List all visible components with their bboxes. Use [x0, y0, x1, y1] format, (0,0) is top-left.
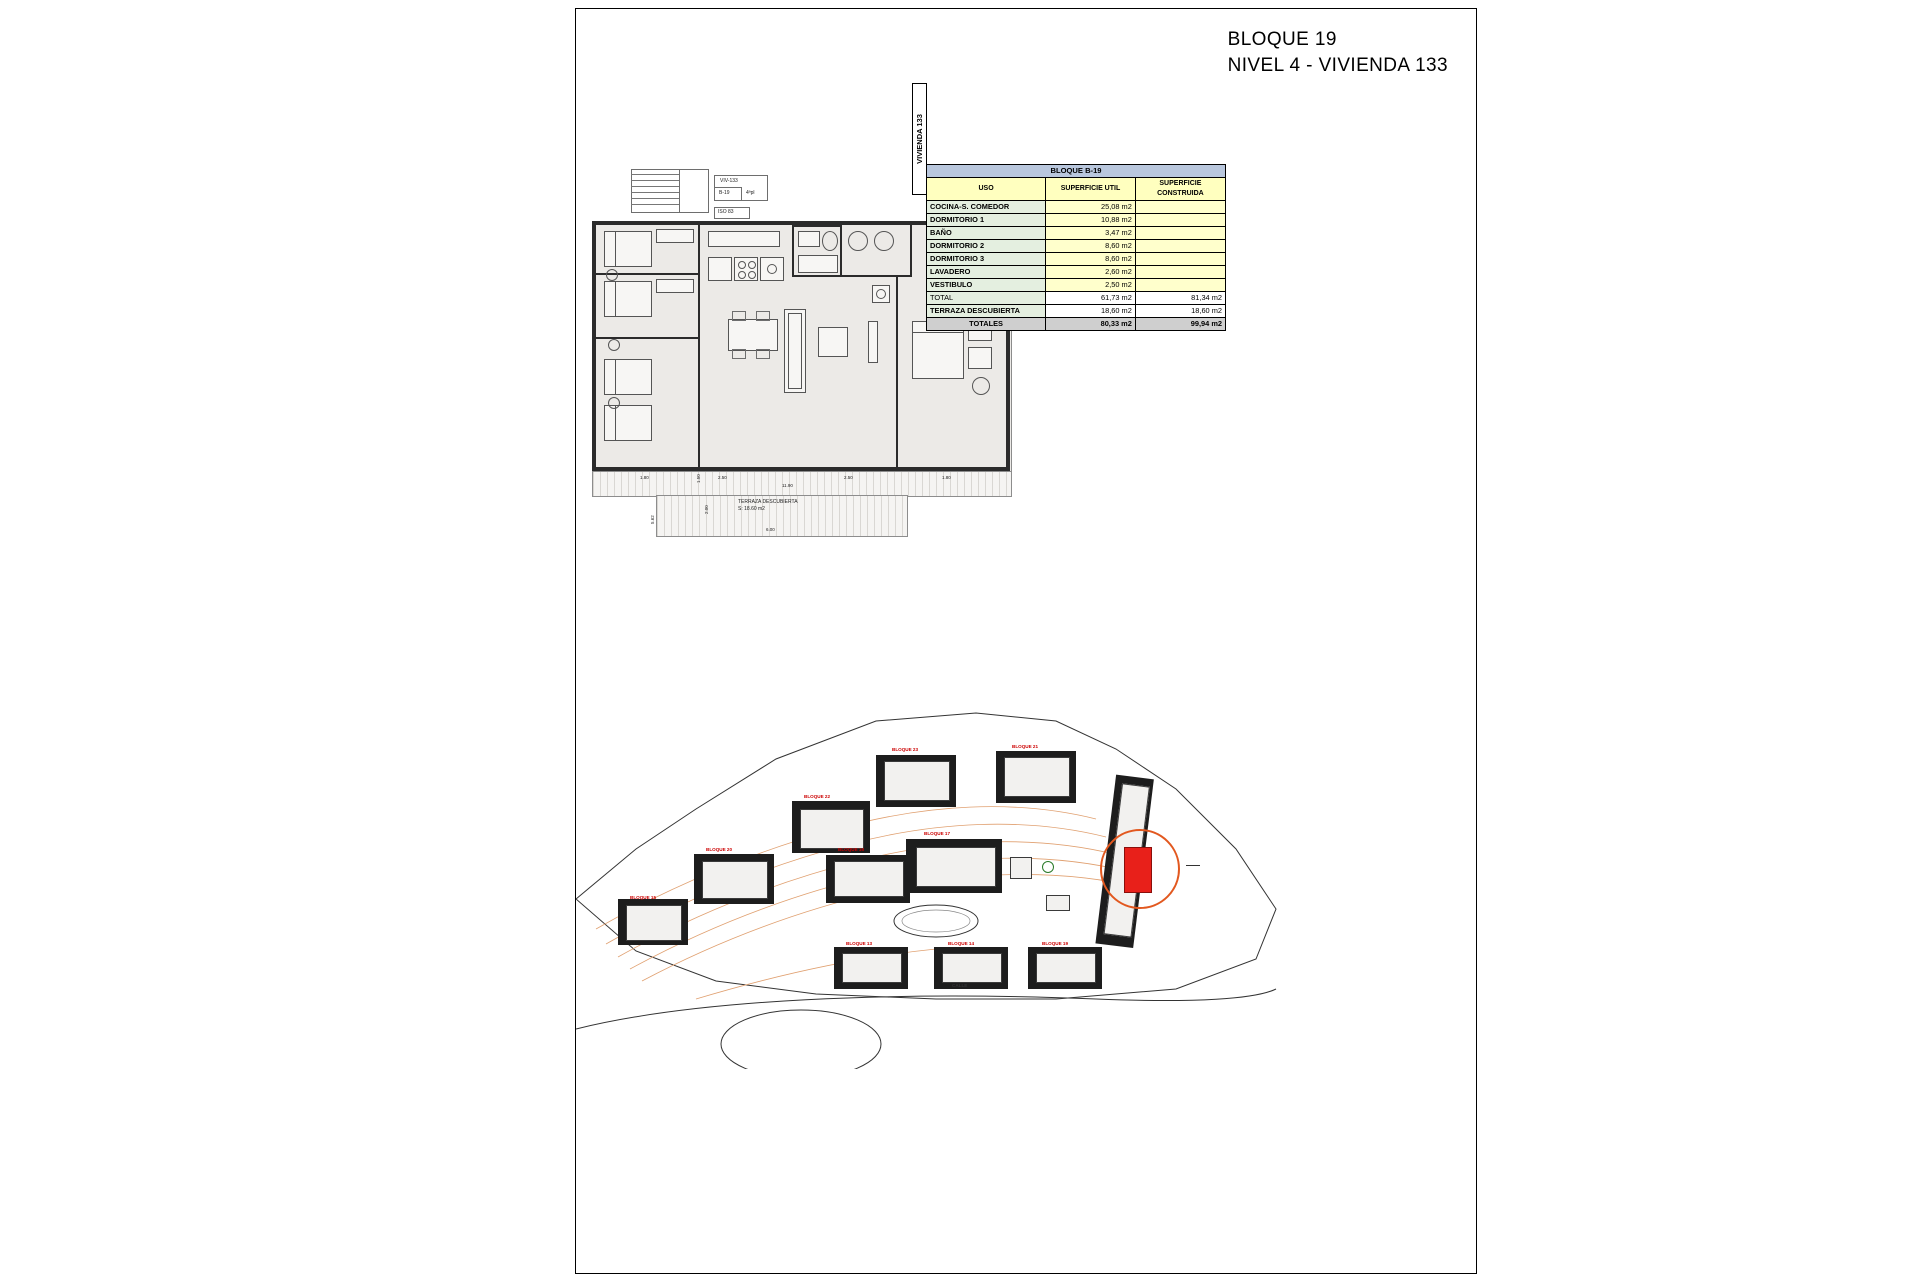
sofa-cushions: [788, 313, 802, 389]
cell-use: DORMITORIO 2: [927, 240, 1046, 253]
cell-use: DORMITORIO 1: [927, 214, 1046, 227]
tv-unit: [868, 321, 878, 363]
site-block-label: BLOQUE 23: [892, 747, 919, 752]
leader-line: [1186, 865, 1200, 866]
dimension-2: 11.90: [782, 483, 793, 488]
drawing-sheet: [575, 8, 1477, 1274]
table-row-terrace: [927, 305, 1226, 318]
building-core: [842, 953, 902, 983]
building-core: [626, 905, 682, 941]
cell-util: 8,60 m2: [1046, 253, 1136, 266]
chair: [732, 349, 746, 359]
building-core: [942, 953, 1002, 983]
partition: [792, 225, 842, 227]
bed-1-headboard: [604, 231, 616, 267]
building-core: [702, 861, 768, 899]
stair-tread: [631, 192, 679, 193]
page-title: [1228, 27, 1448, 79]
toilet-icon: [822, 231, 838, 251]
site-block-label: BLOQUE 21: [1012, 744, 1039, 749]
stamp-block: B-19: [719, 190, 730, 196]
coffee-table: [818, 327, 848, 357]
partition: [896, 335, 898, 471]
wardrobe-1: [656, 229, 694, 243]
partition: [792, 225, 794, 277]
stair-tread: [631, 186, 679, 187]
building-core: [1004, 757, 1070, 797]
cell-util: 25,08 m2: [1046, 201, 1136, 214]
stamp-sub: ISO 83: [718, 209, 734, 215]
sink-bowl-icon: [767, 264, 777, 274]
building-core: [1036, 953, 1096, 983]
cell-use: COCINA-S. COMEDOR: [927, 201, 1046, 214]
chair: [756, 349, 770, 359]
site-plan: [576, 699, 1476, 1069]
street-label: CALLE: [952, 983, 968, 988]
fixture-icon: [876, 289, 886, 299]
cell-util: 2,60 m2: [1046, 266, 1136, 279]
stamp-rooms: 4ªpl: [746, 190, 755, 196]
cell-built: [1135, 227, 1225, 240]
washer-icon: [848, 231, 868, 251]
cell-built: 18,60 m2: [1135, 305, 1225, 318]
cell-use: TERRAZA DESCUBIERTA: [927, 305, 1046, 318]
dimension-1: 2.50: [718, 475, 727, 480]
bed-2-headboard: [604, 281, 616, 317]
table-row-block-header: [927, 165, 1226, 178]
table-row-column-headers: [927, 178, 1226, 201]
landing: [679, 169, 709, 213]
table-row: [927, 201, 1226, 214]
cell-built: [1135, 240, 1225, 253]
ceiling-fixture-icon: [608, 397, 620, 409]
dimension-8: 6.00: [766, 527, 775, 532]
dimension-4: 1.80: [942, 475, 951, 480]
stairwell: [631, 169, 681, 213]
site-block-label: BLOQUE 14: [948, 941, 975, 946]
hob-burner-icon: [748, 261, 756, 269]
cell-use: LAVADERO: [927, 266, 1046, 279]
site-kiosk: [1010, 857, 1032, 879]
cell-use: BAÑO: [927, 227, 1046, 240]
table-row-total: [927, 292, 1226, 305]
partition: [840, 225, 842, 277]
dimension-7: 5.62: [650, 515, 655, 524]
cell-util: 3,47 m2: [1046, 227, 1136, 240]
building-core: [834, 861, 904, 897]
area-schedule-table: [926, 164, 1226, 331]
hob-burner-icon: [748, 271, 756, 279]
dimension-0: 1.80: [640, 475, 649, 480]
site-block-label: BLOQUE 19: [1042, 941, 1069, 946]
col-header-util: SUPERFICIE UTIL: [1046, 178, 1136, 201]
cell-use: DORMITORIO 3: [927, 253, 1046, 266]
table-row: [927, 279, 1226, 292]
bathtub: [798, 255, 838, 273]
cell-built: [1135, 266, 1225, 279]
ceiling-fixture-icon: [608, 339, 620, 351]
cell-built: 81,34 m2: [1135, 292, 1225, 305]
site-block-label: BLOQUE 16: [838, 847, 865, 852]
cell-util: 2,50 m2: [1046, 279, 1136, 292]
table-row-totals: [927, 318, 1226, 331]
cell-built: [1135, 253, 1225, 266]
site-utility: [1046, 895, 1070, 911]
partition: [698, 273, 700, 353]
site-block-label: BLOQUE 13: [846, 941, 873, 946]
partition: [698, 225, 700, 233]
partition: [896, 275, 898, 335]
dryer-icon: [874, 231, 894, 251]
wardrobe-2: [656, 279, 694, 293]
vivienda-side-label: VIVIENDA 133: [912, 83, 927, 195]
hob-burner-icon: [738, 271, 746, 279]
partition: [792, 275, 912, 277]
stair-tread: [631, 180, 679, 181]
site-block-label: BLOQUE 15: [630, 895, 657, 900]
table-row: [927, 253, 1226, 266]
terrace-area: S: 18.60 m2: [738, 506, 765, 512]
stair-tread: [631, 174, 679, 175]
cell-use: TOTALES: [927, 318, 1046, 331]
building-core: [916, 847, 996, 887]
cell-util: 61,73 m2: [1046, 292, 1136, 305]
kitchen-unit: [708, 257, 732, 281]
site-block-label: BLOQUE 20: [706, 847, 733, 852]
chair: [732, 311, 746, 321]
cell-built: [1135, 201, 1225, 214]
cell-built: 99,94 m2: [1135, 318, 1225, 331]
ceiling-fixture-icon: [972, 377, 990, 395]
partition: [910, 225, 912, 277]
nightstand: [968, 347, 992, 369]
dimension-6: 2.00: [704, 505, 709, 514]
kitchen-counter-top: [708, 231, 780, 247]
building-core: [884, 761, 950, 801]
dining-table: [728, 319, 778, 351]
partition: [698, 351, 700, 471]
cell-util: 18,60 m2: [1046, 305, 1136, 318]
hob-burner-icon: [738, 261, 746, 269]
bed-4-headboard: [604, 405, 616, 441]
highlight-circle: [1100, 829, 1180, 909]
cell-use: VESTIBULO: [927, 279, 1046, 292]
terrace-label: TERRAZA DESCUBIERTA: [738, 499, 798, 505]
title-line-1: BLOQUE 19: [1227, 29, 1337, 50]
cell-built: [1135, 279, 1225, 292]
cell-util: 8,60 m2: [1046, 240, 1136, 253]
col-header-built: SUPERFICIE CONSTRUIDA: [1135, 178, 1225, 201]
table-row: [927, 240, 1226, 253]
cell-util: 10,88 m2: [1046, 214, 1136, 227]
ceiling-fixture-icon: [606, 269, 618, 281]
building-core: [800, 809, 864, 849]
tree-icon: [1042, 861, 1054, 873]
col-header-use: USO: [927, 178, 1046, 201]
wall-left: [592, 221, 596, 471]
dimension-3: 2.50: [844, 475, 853, 480]
cell-use: TOTAL: [927, 292, 1046, 305]
cell-util: 80,33 m2: [1046, 318, 1136, 331]
dimension-5: 1.50: [696, 474, 701, 483]
cell-built: [1135, 214, 1225, 227]
site-block-label: BLOQUE 22: [804, 794, 831, 799]
block-header-cell: BLOQUE B-19: [927, 165, 1226, 178]
stair-tread: [631, 204, 679, 205]
table-row: [927, 227, 1226, 240]
bathroom-sink: [798, 231, 820, 247]
chair: [756, 311, 770, 321]
stamp-code: VIV-133: [720, 178, 738, 184]
site-block-label: BLOQUE 17: [924, 831, 951, 836]
table-row: [927, 214, 1226, 227]
stair-tread: [631, 198, 679, 199]
bed-3-headboard: [604, 359, 616, 395]
title-line-2: NIVEL 4 - VIVIENDA 133: [1227, 55, 1448, 76]
table-row: [927, 266, 1226, 279]
